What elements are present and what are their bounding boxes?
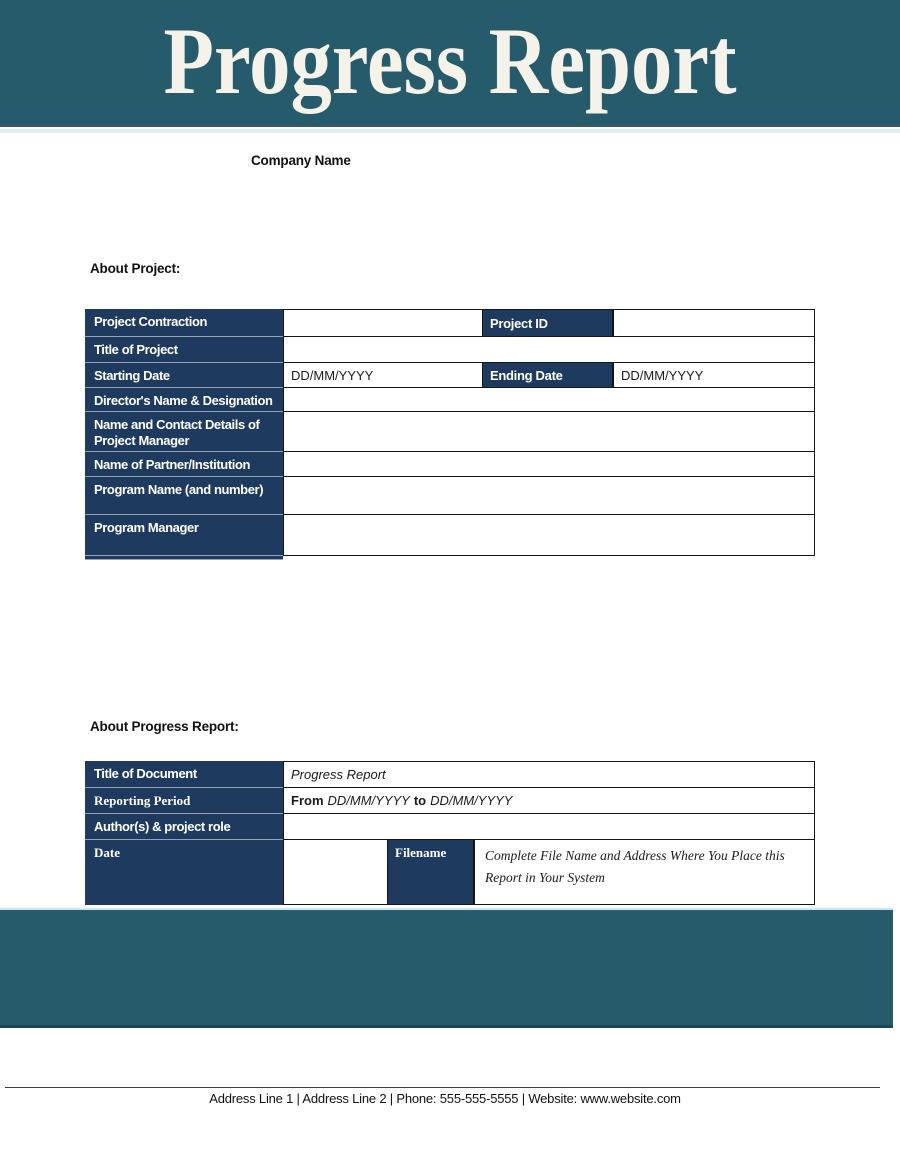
filename-label: Filename (388, 839, 474, 905)
label-column-tail (85, 556, 283, 560)
ending-date-label: Ending Date (483, 362, 613, 388)
program-manager-field[interactable] (283, 514, 815, 556)
project-contraction-label: Project Contraction (85, 309, 283, 337)
table-row (85, 477, 815, 515)
footer-color-band (0, 908, 893, 1028)
ending-date-field[interactable]: DD/MM/YYYY (613, 362, 815, 388)
project-contraction-field[interactable] (283, 309, 483, 337)
about-project-table (85, 309, 815, 560)
director-name-field[interactable] (283, 387, 815, 412)
date-field[interactable] (283, 839, 388, 905)
footer-contact-line: Address Line 1 | Address Line 2 | Phone: 555-555-5555 | Website: www.website.com (209, 1091, 681, 1106)
from-word: From (291, 793, 324, 808)
table-row (85, 515, 815, 556)
title-of-project-label: Title of Project (85, 337, 283, 363)
project-manager-contact-label: Name and Contact Details of Project Manager (85, 412, 283, 452)
program-name-label: Program Name (and number) (85, 477, 283, 515)
to-word: to (413, 793, 427, 808)
partner-institution-field[interactable] (283, 451, 815, 477)
director-name-label: Director's Name & Designation (85, 388, 283, 412)
table-row (85, 309, 815, 337)
about-project-heading: About Project: (90, 261, 181, 276)
about-report-heading: About Progress Report: (90, 719, 239, 734)
project-manager-contact-field[interactable] (283, 411, 815, 452)
project-id-label: Project ID (483, 309, 613, 337)
table-row (85, 814, 815, 840)
table-row (85, 412, 815, 452)
authors-role-field[interactable] (283, 813, 815, 840)
table-row (85, 363, 815, 388)
partner-institution-label: Name of Partner/Institution (85, 452, 283, 477)
title-of-document-field[interactable]: Progress Report (283, 761, 815, 788)
filename-field[interactable]: Complete File Name and Address Where You Place this Report in Your System (474, 839, 815, 905)
table-row (85, 337, 815, 363)
page-title: Progress Report (163, 8, 737, 114)
company-name: Company Name (251, 153, 351, 168)
reporting-period-label: Reporting Period (85, 788, 283, 814)
table-row (85, 840, 815, 905)
title-of-document-label: Title of Document (85, 761, 283, 788)
program-manager-label: Program Manager (85, 515, 283, 556)
footer-divider (5, 1087, 880, 1088)
program-name-field[interactable] (283, 476, 815, 515)
starting-date-field[interactable]: DD/MM/YYYY (283, 362, 483, 388)
table-row (85, 452, 815, 477)
header-banner (0, 0, 900, 127)
date-label: Date (85, 840, 283, 905)
reporting-period-field[interactable] (283, 787, 815, 814)
header-banner-underline (0, 129, 900, 133)
to-date-placeholder[interactable]: DD/MM/YYYY (430, 793, 513, 808)
table-row (85, 761, 815, 788)
table-row (85, 388, 815, 412)
project-id-field[interactable] (613, 309, 815, 337)
title-of-project-field[interactable] (283, 336, 815, 363)
table-row (85, 788, 815, 814)
starting-date-label: Starting Date (85, 363, 283, 388)
authors-role-label: Author(s) & project role (85, 814, 283, 840)
about-report-table (85, 761, 815, 905)
from-date-placeholder[interactable]: DD/MM/YYYY (327, 793, 410, 808)
